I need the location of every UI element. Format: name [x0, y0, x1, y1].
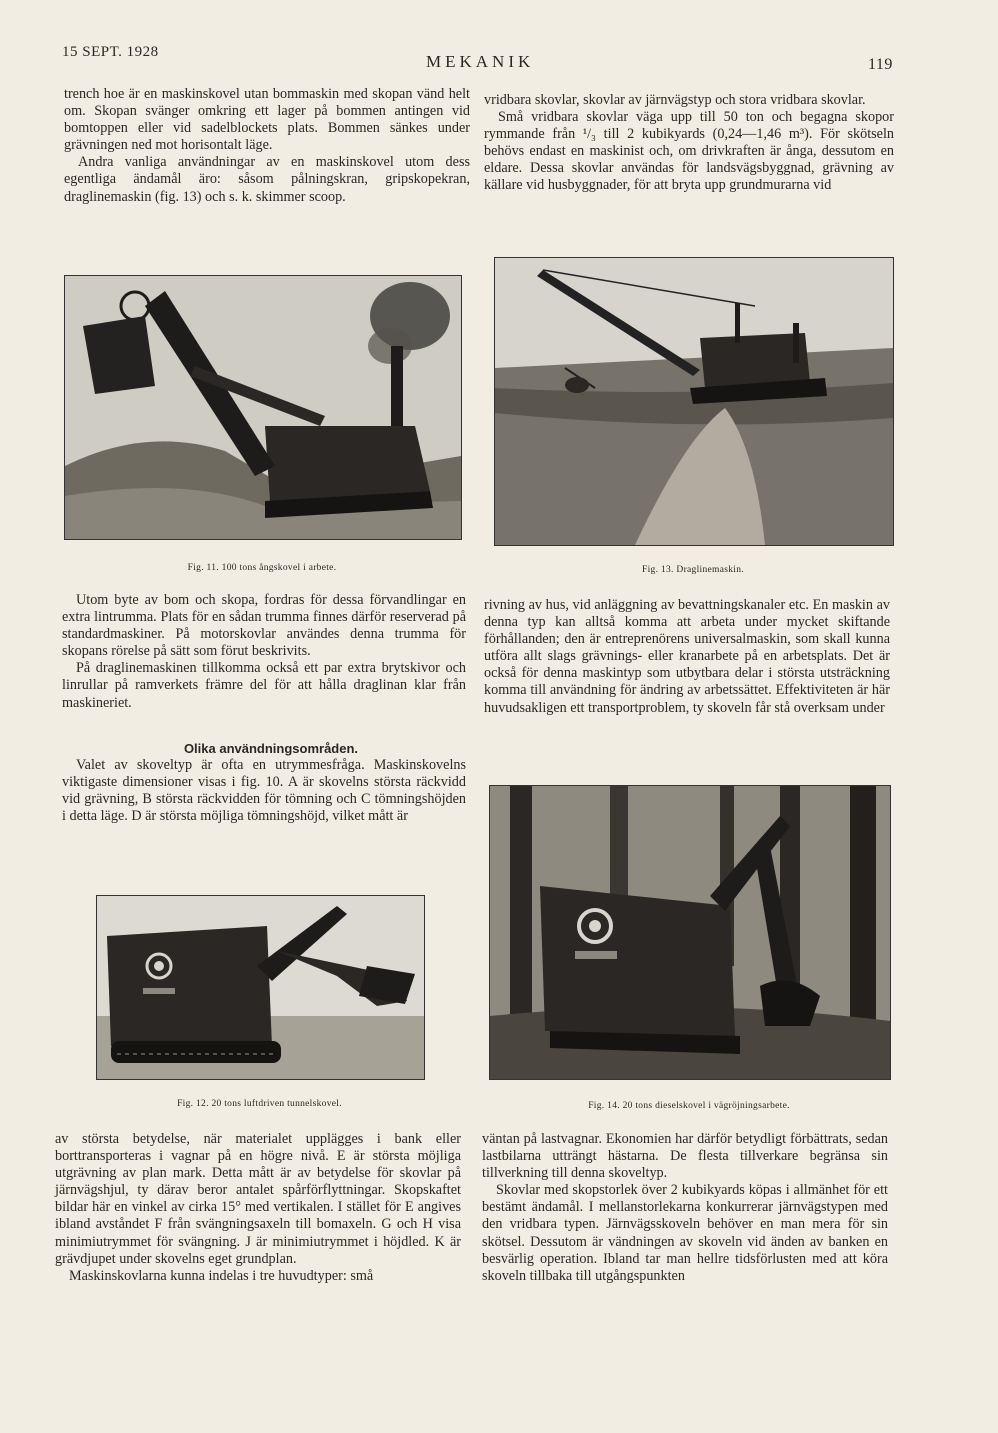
paragraph: av största betydelse, när materialet upplägges i bank eller borttransporteras i vagnar på en högre nivå. E är största möjliga utgrävning av plan mark. Detta mått är av betydelse för skovlar på järnvägshjul, ty därav beror antalet spårförflyttningar. Skopskaftet bildar här en vinkel av cirka 15° med vertikalen. I stället för E angives ibland avståndet F från svängningsaxeln till bomaxeln. G och H visa minimiutrymmet för svängning. J är minimiutrymmet i höjdled. K är grävdjupet under skovelns eget grundplan.	[55, 1131, 461, 1267]
fig14-caption: Fig. 14. 20 tons dieselskovel i vägröjningsarbete.	[588, 1101, 790, 1111]
fig12-tunnel-shovel-photo	[96, 895, 425, 1080]
text-block-bottom-right	[482, 1131, 888, 1285]
fig14-diesel-shovel-photo	[489, 785, 891, 1080]
paragraph: rivning av hus, vid anläggning av bevattningskanaler etc. En maskin av denna typ kan alltså komma att arbeta under mycket skiftande förhållanden; den är entreprenörens universalmaskin, som skall kunna utföra allt slags grävnings- eller kranarbete på en arbetsplats. Det är också för denna maskintyp som utbytbara delar i största utsträckning komma till användning för ändring av arbetssättet. Effektiviteten är här huvudsakligen ett transportproblem, ty skoveln får stå overksam under	[484, 597, 890, 716]
header-page-number: 119	[868, 56, 893, 73]
header-journal-title: MEKANIK	[426, 52, 535, 71]
paragraph: vridbara skovlar, skovlar av järnvägstyp och stora vridbara skovlar.	[484, 92, 866, 108]
header-date: 15 SEPT. 1928	[62, 44, 159, 60]
paragraph: Maskinskovlarna kunna indelas i tre huvudtyper: små	[69, 1267, 374, 1284]
fig12-caption: Fig. 12. 20 tons luftdriven tunnelskovel.	[177, 1099, 342, 1109]
paragraph: Valet av skoveltyp är ofta en utrymmesfråga. Maskinskovelns viktigaste dimensioner visas i fig. 10. A är skovelns största räckvidd vid grävning, B största räckvidden för tömning och C tömningshöjden i detta läge. D är största möjliga tömningshöjd, vilket mått är	[62, 756, 466, 825]
fig13-dragline-photo	[494, 257, 894, 546]
fig13-caption: Fig. 13. Draglinemaskin.	[642, 565, 744, 575]
paragraph: väntan på lastvagnar. Ekonomien har därför betydligt förbättrats, sedan lastbilarna utträngt hästarna. De flesta tillverkare begränsa sin tillverkning till denna skoveltyp.	[482, 1131, 888, 1182]
text-block-middle-left	[62, 592, 466, 825]
paragraph: Skovlar med skopstorlek över 2 kubikyards köpas i allmänhet för ett bestämt ändamål. I mellanstorlekarna konkurrerar järnvägstypen med den vridbara typen. Järnvägsskoveln behöver en man mera för sin skötsel. Dessutom är vändningen av skoveln vid änden av banken en besvärlig operation. Ibland tar man hellre tidsförlusten med att köra skoveln tillbaka till utgångspunkten	[482, 1182, 888, 1284]
fig11-caption: Fig. 11. 100 tons ångskovel i arbete.	[187, 563, 337, 573]
section-heading: Olika användningsområden.	[183, 740, 359, 756]
fig11-steam-shovel-photo	[64, 275, 462, 540]
text-block-bottom-left	[55, 1131, 461, 1285]
text-block-top-left	[64, 86, 470, 206]
paragraph: Utom byte av bom och skopa, fordras för dessa förvandlingar en extra lintrumma. Plats för en sådan trumma finnes därför reserverad på standardmaskiner. På motorskovlar användes denna trumma för skopans rörelse på sätt som förut beskrivits.	[62, 592, 466, 660]
paragraph: Andra vanliga användningar av en maskinskovel utom dess egentliga ändamål äro: såsom pålningskran, gripskopekran, draglinemaskin (fig. 13) och s. k. skimmer scoop.	[64, 154, 470, 205]
paragraph: På draglinemaskinen tillkomma också ett par extra brytskivor och linrullar på ramverkets främre del för att hålla draglinan klar från maskineriet.	[62, 660, 466, 711]
text-block-middle-right	[484, 597, 890, 717]
paragraph: Små vridbara skovlar väga upp till 50 ton och begagna skopor rymmande från ¹/₃ till 2 kubikyards (0,24—1,46 m³). För skötseln behövs endast en maskinist och, om drivkraften är ånga, dessutom en eldare. Dessa skovlar användas för landsvägsbyggnad, grävning av källare vid husbyggnader, för att bryta upp grundmurarna vid	[484, 109, 894, 194]
paragraph: trench hoe är en maskinskovel utan bommaskin med skopan vänd helt om. Skopan svänger omkring ett lager på bommen antingen vid bomtoppen eller vid sadelblockets plats. Bommen sänkes under grävningen ned mot horisontalt läge.	[64, 86, 470, 154]
text-block-top-right	[484, 92, 894, 195]
